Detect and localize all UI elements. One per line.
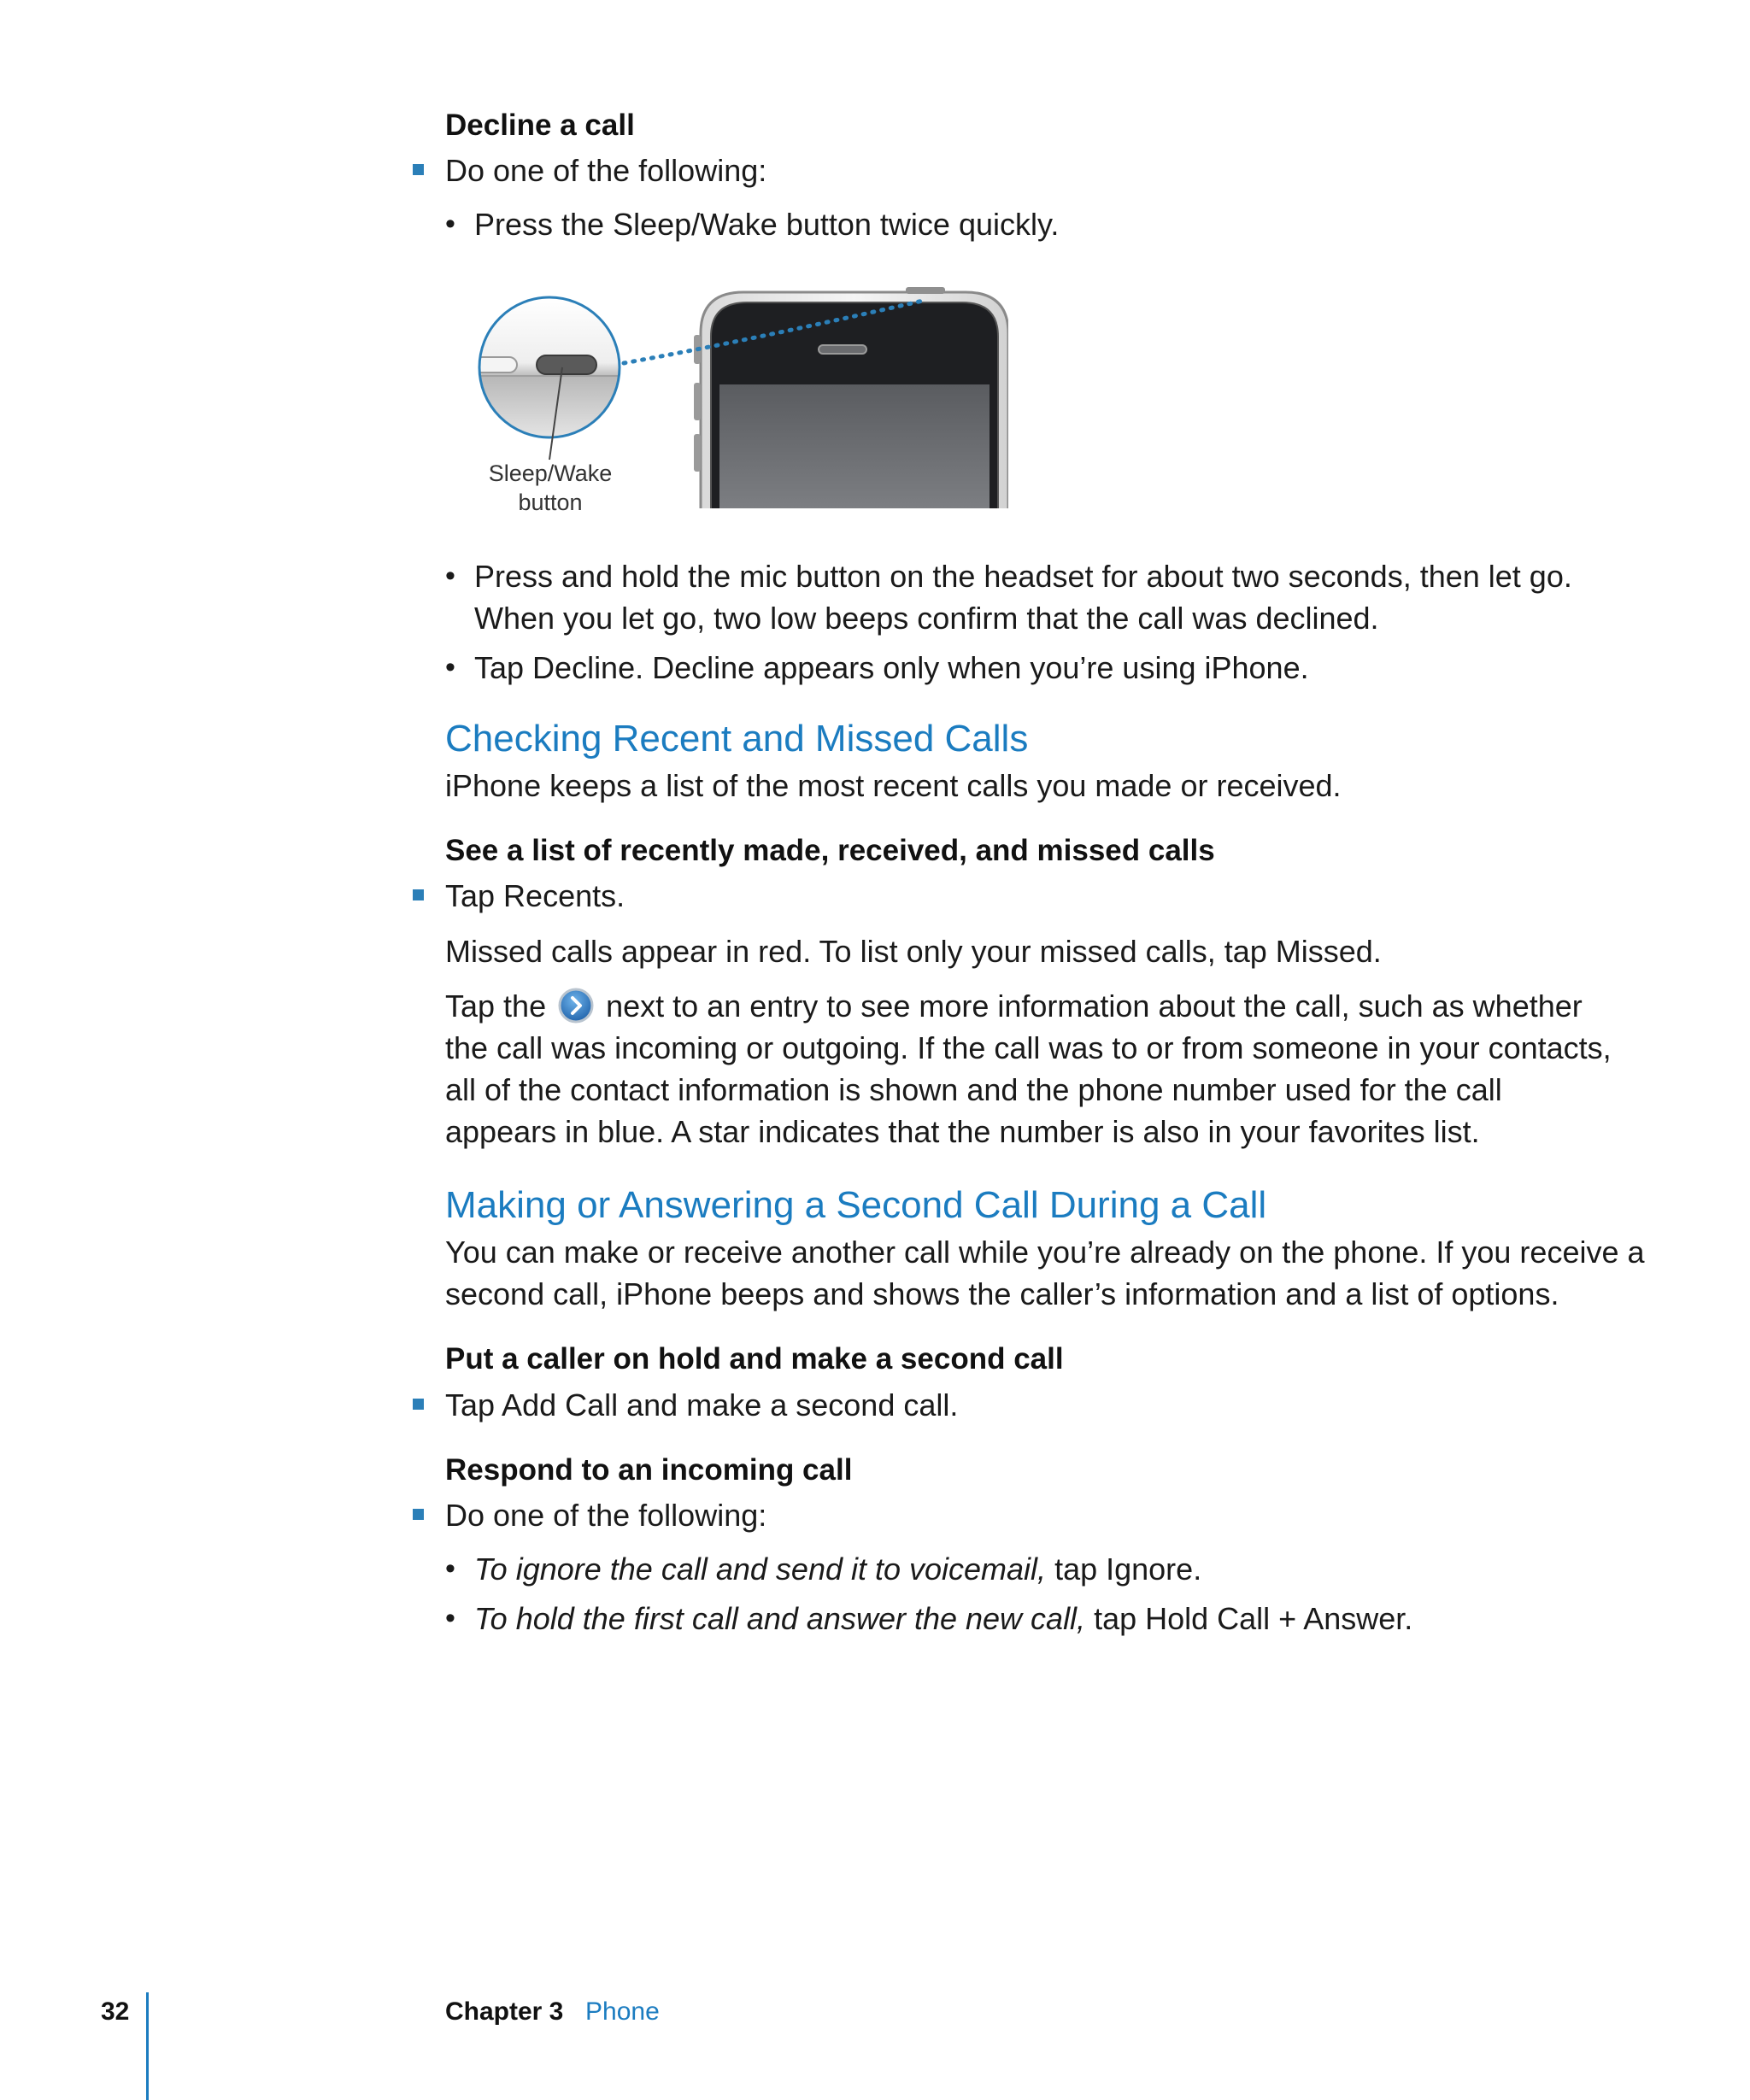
square-bullet <box>413 1509 424 1520</box>
italic-fragment: To hold the first call and answer the new call, <box>474 1601 1086 1636</box>
step-text: Do one of the following: <box>445 1498 767 1533</box>
dot-bullet: • <box>445 651 455 683</box>
section-intro: iPhone keeps a list of the most recent calls you made or received. <box>445 768 1342 803</box>
caption-line: button <box>518 490 583 515</box>
text-fragment: tap Ignore. <box>1046 1552 1202 1587</box>
caption-line: Sleep/Wake <box>488 460 613 486</box>
square-bullet <box>413 889 424 900</box>
figure-caption <box>456 459 644 517</box>
square-bullet <box>413 164 424 175</box>
text-line: second call, iPhone beeps and shows the caller’s information and a list of options. <box>445 1276 1559 1311</box>
detail-disclosure-icon <box>558 988 594 1024</box>
task-heading-decline: Decline a call <box>445 109 635 142</box>
option-text: Tap Decline. Decline appears only when you’re using iPhone. <box>474 650 1309 685</box>
option-text <box>474 1598 1412 1640</box>
text-line: the call was incoming or outgoing. If the call was to or from someone in your contacts, <box>445 1030 1612 1065</box>
step-text: Tap Add Call and make a second call. <box>445 1387 959 1422</box>
square-bullet <box>413 1399 424 1410</box>
footer-rule <box>146 1992 149 2100</box>
body-paragraph <box>445 985 1612 1153</box>
dot-bullet: • <box>445 1602 455 1634</box>
footer-chapter-name: Phone <box>585 1997 660 2026</box>
text-fragment: next to an entry to see more information about the call, such as whether <box>606 988 1583 1024</box>
text-line: appears in blue. A star indicates that the number is also in your favorites list. <box>445 1114 1480 1149</box>
step-text: Tap Recents. <box>445 878 625 913</box>
option-text: Press the Sleep/Wake button twice quickly. <box>474 207 1060 242</box>
task-heading-hold: Put a caller on hold and make a second call <box>445 1342 1064 1376</box>
footer-chapter: Chapter 3 <box>445 1997 564 2026</box>
page-number: 32 <box>101 1997 130 2026</box>
text-fragment: tap Hold Call + Answer. <box>1085 1601 1413 1636</box>
section-intro <box>445 1231 1645 1315</box>
dot-bullet: • <box>445 1552 455 1585</box>
task-heading-respond: Respond to an incoming call <box>445 1453 853 1487</box>
text-line <box>445 985 1612 1027</box>
section-title-second-call: Making or Answering a Second Call During a Call <box>445 1184 1267 1226</box>
text-line: When you let go, two low beeps confirm that the call was declined. <box>474 601 1379 636</box>
italic-fragment: To ignore the call and send it to voicemail, <box>474 1552 1047 1587</box>
text-line: You can make or receive another call while you’re already on the phone. If you receive a <box>445 1235 1645 1270</box>
dot-bullet: • <box>445 560 455 592</box>
option-text <box>474 555 1572 639</box>
text-line: Press and hold the mic button on the headset for about two seconds, then let go. <box>474 559 1572 594</box>
body-paragraph: Missed calls appear in red. To list only your missed calls, tap Missed. <box>445 934 1382 969</box>
dot-bullet: • <box>445 208 455 240</box>
step-text: Do one of the following: <box>445 153 767 188</box>
text-fragment: Tap the <box>445 988 547 1024</box>
section-title-recent: Checking Recent and Missed Calls <box>445 718 1029 760</box>
task-heading-recent: See a list of recently made, received, and missed calls <box>445 834 1215 867</box>
option-text <box>474 1548 1201 1590</box>
text-line: all of the contact information is shown and the phone number used for the call <box>445 1072 1502 1107</box>
